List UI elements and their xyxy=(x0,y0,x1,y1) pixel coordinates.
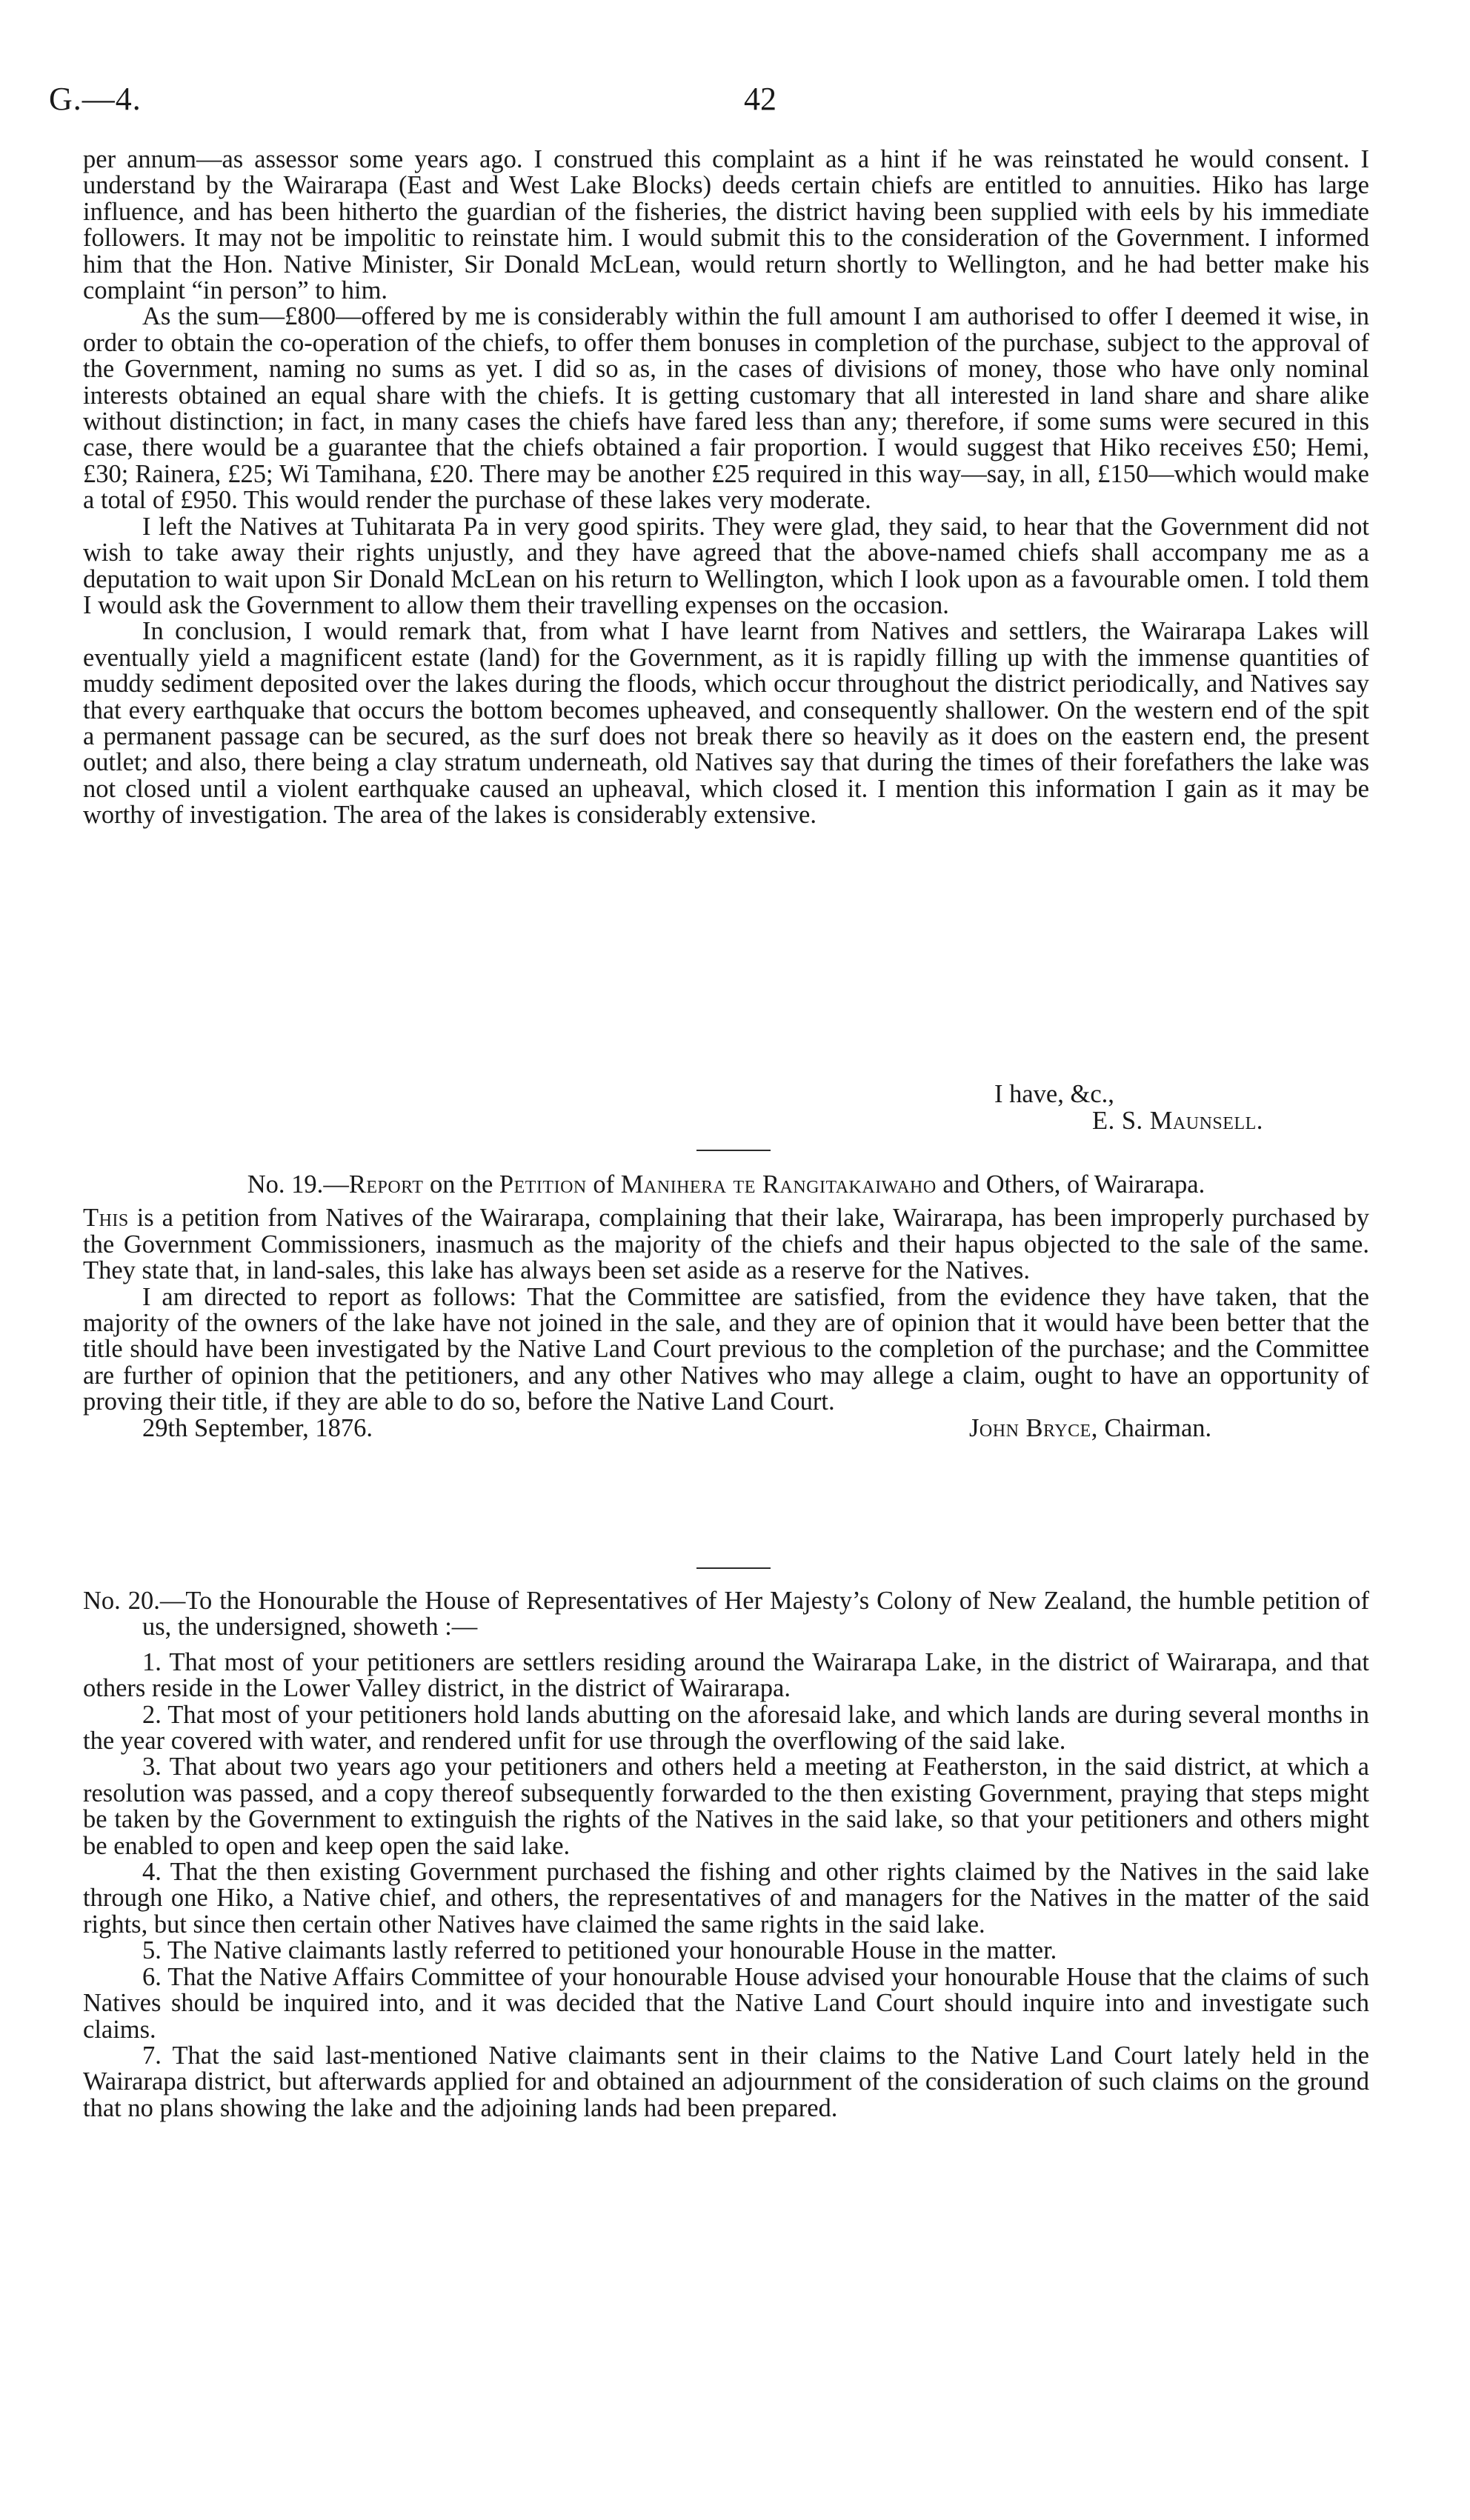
report-number: No. 19. xyxy=(247,1170,324,1199)
petition-item: 4. That the then existing Government purchased the fishing and other rights claimed by the Natives in the said lake through one Hiko, a Native chief, and others, the representatives of and managers for the Natives in the matter of the said rights, but since then certain other Natives have claimed the same rights in the said lake. xyxy=(83,1858,1369,1939)
report-date-line xyxy=(83,1413,1369,1442)
report-paragraph-text: is a petition from Natives of the Wairarapa, complaining that their lake, Wairarapa, has been improperly purchased by the Government Commissioners, inasmuch as the majority of the chiefs and their hapus objected to the sale of the same. They state that, in land-sales, this lake has always been set aside as a reserve for the Natives. xyxy=(83,1204,1370,1285)
report-date: 29th September, 1876. xyxy=(142,1413,373,1442)
petition-heading: No. 20.—To the Honourable the House of Representatives of Her Majesty’s Colony of New Zealand, the humble petition of us, the undersigned, showeth :— xyxy=(83,1587,1369,1641)
report-paragraph xyxy=(83,1205,1369,1284)
petition-item: 7. That the said last-mentioned Native claimants sent in their claims to the Native Land Court lately held in the Wairarapa district, but afterwards applied for and obtained an adjournment of the consideration of such claims on the ground that no plans showing the lake and the adjoining lands had been prepared. xyxy=(83,2041,1369,2122)
letter-closing: I have, &c., xyxy=(994,1080,1114,1108)
report-heading-on-the: on the xyxy=(430,1170,493,1199)
petition-item: 2. That most of your petitioners hold lands abutting on the aforesaid lake, and which lands are during several months in the year covered with water, and rendered unfit for use through the overflowing of the said lake. xyxy=(83,1700,1369,1756)
petition-item: 5. The Native claimants lastly referred to petitioned your honourable House in the matter. xyxy=(142,1936,1057,1965)
letter-body xyxy=(83,147,1369,829)
report-lead-word: This xyxy=(83,1204,129,1233)
petition-item: 3. That about two years ago your petitioners and others held a meeting at Featherston, in the said district, at which a resolution was passed, and a copy thereof subsequently forwarded to the then existing Government, praying that steps might be taken by the Government to extinguish the rights of the Natives in the said lake, so that your petitioners and others might be enabled to open and keep open the said lake. xyxy=(83,1753,1369,1860)
petition-item: 6. That the Native Affairs Committee of your honourable House advised your honourable House that the claims of such Natives should be inquired into, and it was decided that the Native Land Court should inquire into and investigate such claims. xyxy=(83,1962,1369,2044)
report-heading-tail: and Others, of Wairarapa. xyxy=(942,1170,1205,1199)
petition-item: 1. That most of your petitioners are settlers residing around the Wairarapa Lake, in the district of Wairarapa, and that others reside in the Lower Valley district, in the district of Wairarapa. xyxy=(83,1647,1369,1703)
petitioner-name: Manihera te Rangitakaiwaho xyxy=(620,1170,937,1199)
letter-paragraph: As the sum—£800—offered by me is considerably within the full amount I am authorised to offer I deemed it wise, in order to obtain the co-operation of the chiefs, to offer them bonuses in completion of the purchase, subject to the approval of the Government, naming no sums as yet. I did so as, in the cases of divisions of money, those who have only nominal interests obtained an equal share with the chiefs. It is getting customary that all interested in land share and share alike without distinction; in fact, in many cases the chiefs have fared less than any; therefore, if some sums were secured in this case, there would be a guarantee that the chiefs obtained a fair proportion. I would suggest that Hiko receives £50; Hemi, £30; Rainera, £25; Wi Tamihana, £20. There may be another £25 required in this way—say, in all, £150—which would make a total of £950. This would render the purchase of these lakes very moderate. xyxy=(83,302,1369,515)
letter-paragraph: per annum—as assessor some years ago. I construed this complaint as a hint if he was reinstated he would consent. I understand by the Wairarapa (East and West Lake Blocks) deeds certain chiefs are entitled to annuities. Hiko has large influence, and has been hitherto the guardian of the fisheries, the district having been supplied with eels by his immediate followers. It may not be impolitic to reinstate him. I would submit this to the consideration of the Government. I informed him that the Hon. Native Minister, Sir Donald McLean, would return shortly to Wellington, and he had better make his complaint “in person” to him. xyxy=(83,145,1369,305)
report-19 xyxy=(83,1172,1369,1442)
letter-paragraph: In conclusion, I would remark that, from what I have learnt from Natives and settlers, the Wairarapa Lakes will eventually yield a magnificent estate (land) for the Government, as it is rapidly filling up with the immense quantities of muddy sediment deposited over the lakes during the floods, which occur throughout the district periodically, and Natives say that every earthquake that occurs the bottom becomes upheaved, and consequently shallower. On the western end of the spit a permanent passage can be secured, as the surf does not break there so heavily as it does on the eastern end, the present outlet; and also, there being a clay stratum underneath, old Natives say that during the times of their forefathers the lake was not closed until a violent earthquake caused an upheaval, which closed it. I mention this information I gain as it may be worthy of investigation. The area of the lakes is considerably extensive. xyxy=(83,617,1369,830)
report-paragraph: I am directed to report as follows: That the Committee are satisfied, from the evidence they have taken, that the majority of the owners of the lake have not joined in the sale, and they are of opinion that it would have been better that the title should have been investigated by the Native Land Court previous to the completion of the purchase; and the Committee are further of opinion that the petitioners, and any other Natives who may allege a claim, ought to have an opportunity of proving their title, if they are able to do so, before the Native Land Court. xyxy=(83,1282,1369,1416)
report-signatory xyxy=(969,1413,1212,1442)
letter-signature: E. S. Maunsell. xyxy=(1092,1107,1263,1135)
running-header xyxy=(49,80,1420,124)
report-signature-role: Chairman. xyxy=(1104,1413,1212,1442)
report-heading-word: Report xyxy=(348,1170,424,1199)
report-signature: John Bryce, xyxy=(969,1413,1098,1442)
report-heading-petition: Petition xyxy=(499,1170,587,1199)
report-heading-of: of xyxy=(593,1170,615,1199)
document-reference: G.—4. xyxy=(49,81,142,117)
petition-20 xyxy=(83,1588,1369,2121)
report-heading: No. 19.—Report on the Petition of Manihera te Rangitakaiwaho and Others, of Wairarapa. xyxy=(247,1170,1205,1199)
section-divider xyxy=(696,1567,771,1569)
section-divider xyxy=(696,1150,771,1151)
letter-paragraph: I left the Natives at Tuhitarata Pa in very good spirits. They were glad, they said, to hear that the Government did not wish to take away their rights unjustly, and they have agreed that the above-named chiefs shall accompany me as a deputation to wait upon Sir Donald McLean on his return to Wellington, which I look upon as a favourable omen. I told them I would ask the Government to allow them their travelling expenses on the occasion. xyxy=(83,512,1369,619)
page-number: 42 xyxy=(744,81,776,117)
